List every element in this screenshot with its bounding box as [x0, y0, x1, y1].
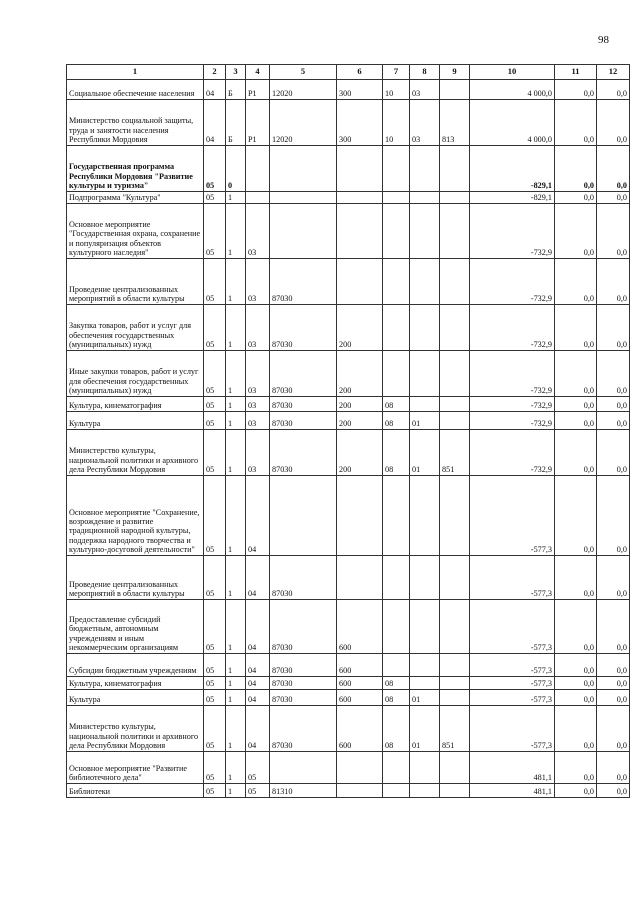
table-cell: 0,0	[597, 204, 630, 259]
table-cell	[337, 259, 383, 305]
page-number: 98	[598, 34, 609, 46]
table-cell: 87030	[270, 430, 337, 476]
table-cell: 600	[337, 690, 383, 706]
table-cell: 0,0	[597, 351, 630, 397]
table-cell	[246, 192, 270, 204]
row-description: Основное мероприятие "Государственная охрана, сохранение и популяризация объектов культурного наследия"	[67, 204, 204, 259]
table-cell: 03	[410, 100, 440, 146]
table-cell: 08	[383, 412, 410, 430]
table-cell: 1	[226, 397, 246, 412]
table-cell	[383, 192, 410, 204]
table-cell: 05	[204, 259, 226, 305]
table-cell	[410, 752, 440, 784]
table-cell: 1	[226, 476, 246, 556]
table-cell: 05	[204, 677, 226, 690]
table-cell	[410, 476, 440, 556]
table-cell	[410, 784, 440, 798]
table-cell: 0,0	[555, 192, 597, 204]
row-description: Культура	[67, 690, 204, 706]
table-cell: 300	[337, 100, 383, 146]
table-cell: 08	[383, 397, 410, 412]
table-cell: 04	[246, 690, 270, 706]
table-cell: 0,0	[597, 654, 630, 677]
table-cell: P1	[246, 100, 270, 146]
table-cell	[440, 305, 470, 351]
table-cell	[337, 752, 383, 784]
table-row	[67, 654, 630, 677]
table-cell	[410, 192, 440, 204]
table-row	[67, 204, 630, 259]
table-cell: 08	[383, 690, 410, 706]
table-cell: 600	[337, 677, 383, 690]
table-row	[67, 351, 630, 397]
table-cell: 0,0	[555, 351, 597, 397]
table-cell: 04	[246, 476, 270, 556]
table-cell: 12020	[270, 80, 337, 100]
column-header-11: 11	[555, 65, 597, 80]
table-cell: 600	[337, 600, 383, 654]
row-description: Предоставление субсидий бюджетным, автономным учреждениям и иным некоммерческим организациям	[67, 600, 204, 654]
table-cell: 0,0	[555, 654, 597, 677]
table-cell: -732,9	[470, 305, 555, 351]
table-cell: 01	[410, 690, 440, 706]
table-cell	[440, 600, 470, 654]
table-row	[67, 784, 630, 798]
table-cell: -829,1	[470, 192, 555, 204]
table-cell: 0,0	[597, 305, 630, 351]
table-cell: 01	[410, 706, 440, 752]
table-cell: 4 000,0	[470, 80, 555, 100]
table-cell: P1	[246, 80, 270, 100]
table-cell: 05	[204, 784, 226, 798]
table-cell: 87030	[270, 556, 337, 600]
table-cell: 03	[246, 351, 270, 397]
table-cell: 0,0	[555, 397, 597, 412]
table-cell: 03	[246, 412, 270, 430]
table-cell: 81310	[270, 784, 337, 798]
table-cell: 87030	[270, 412, 337, 430]
table-cell	[440, 204, 470, 259]
table-cell: 0,0	[555, 556, 597, 600]
table-cell	[440, 654, 470, 677]
table-cell	[383, 654, 410, 677]
table-cell: 1	[226, 556, 246, 600]
table-cell: 0	[226, 146, 246, 192]
table-cell: 481,1	[470, 784, 555, 798]
table-cell: 200	[337, 397, 383, 412]
table-row	[67, 752, 630, 784]
table-cell: 1	[226, 600, 246, 654]
row-description: Государственная программа Республики Мордовия "Развитие культуры и туризма"	[67, 146, 204, 192]
table-cell: 1	[226, 654, 246, 677]
table-cell: 200	[337, 305, 383, 351]
table-cell: 0,0	[597, 690, 630, 706]
table-row	[67, 397, 630, 412]
table-cell	[440, 476, 470, 556]
table-cell: 1	[226, 259, 246, 305]
table-cell: 05	[204, 690, 226, 706]
row-description: Субсидии бюджетным учреждениям	[67, 654, 204, 677]
table-cell	[383, 204, 410, 259]
table-cell: -577,3	[470, 706, 555, 752]
table-cell	[440, 690, 470, 706]
table-cell	[383, 351, 410, 397]
table-cell	[440, 351, 470, 397]
row-description: Проведение централизованных мероприятий в области культуры	[67, 556, 204, 600]
table-cell: 4 000,0	[470, 100, 555, 146]
table-cell: 87030	[270, 351, 337, 397]
row-description: Министерство культуры, национальной политики и архивного дела Республики Мордовия	[67, 430, 204, 476]
table-cell	[410, 397, 440, 412]
table-cell: 04	[204, 100, 226, 146]
table-cell	[410, 600, 440, 654]
table-cell: 03	[246, 305, 270, 351]
table-row	[67, 412, 630, 430]
table-cell: 0,0	[555, 204, 597, 259]
table-cell: 04	[246, 600, 270, 654]
table-cell: 0,0	[597, 784, 630, 798]
table-cell	[440, 556, 470, 600]
table-cell: 04	[204, 80, 226, 100]
table-cell: 87030	[270, 259, 337, 305]
table-cell: -577,3	[470, 677, 555, 690]
table-cell: 87030	[270, 397, 337, 412]
row-description: Культура	[67, 412, 204, 430]
table-cell	[270, 204, 337, 259]
column-header-8: 8	[410, 65, 440, 80]
table-cell: 08	[383, 706, 410, 752]
table-cell: -732,9	[470, 397, 555, 412]
table-cell: -732,9	[470, 412, 555, 430]
table-cell: 87030	[270, 600, 337, 654]
column-header-5: 5	[270, 65, 337, 80]
table-cell	[337, 146, 383, 192]
table-cell: 0,0	[597, 259, 630, 305]
column-header-4: 4	[246, 65, 270, 80]
table-row	[67, 430, 630, 476]
table-cell: 05	[204, 305, 226, 351]
table-cell: 05	[204, 430, 226, 476]
table-cell	[383, 752, 410, 784]
table-cell: 87030	[270, 677, 337, 690]
table-cell	[440, 412, 470, 430]
table-cell: 600	[337, 706, 383, 752]
table-cell: Б	[226, 80, 246, 100]
table-cell: 0,0	[555, 259, 597, 305]
table-cell	[410, 204, 440, 259]
table-cell	[410, 677, 440, 690]
table-cell	[440, 80, 470, 100]
table-cell: 05	[204, 600, 226, 654]
table-cell: 08	[383, 677, 410, 690]
table-cell: 0,0	[597, 476, 630, 556]
table-cell	[270, 192, 337, 204]
column-header-1: 1	[67, 65, 204, 80]
column-header-2: 2	[204, 65, 226, 80]
table-cell	[410, 146, 440, 192]
table-cell: 1	[226, 192, 246, 204]
column-header-9: 9	[440, 65, 470, 80]
table-cell	[440, 192, 470, 204]
table-cell: -732,9	[470, 351, 555, 397]
table-cell: 05	[204, 476, 226, 556]
table-cell: 03	[246, 204, 270, 259]
table-cell: 0,0	[555, 430, 597, 476]
table-cell: 1	[226, 677, 246, 690]
table-cell: 03	[246, 430, 270, 476]
table-cell: 0,0	[597, 192, 630, 204]
table-cell: 1	[226, 204, 246, 259]
table-cell: 1	[226, 305, 246, 351]
table-cell	[410, 654, 440, 677]
table-cell	[383, 305, 410, 351]
row-description: Закупка товаров, работ и услуг для обеспечения государственных (муниципальных) нужд	[67, 305, 204, 351]
table-cell: 1	[226, 706, 246, 752]
table-row	[67, 100, 630, 146]
table-cell: 300	[337, 80, 383, 100]
table-cell: 0,0	[555, 412, 597, 430]
table-cell	[410, 351, 440, 397]
table-cell: 05	[204, 146, 226, 192]
table-cell	[337, 204, 383, 259]
table-cell: 200	[337, 412, 383, 430]
table-cell: 87030	[270, 706, 337, 752]
table-cell: 0,0	[597, 100, 630, 146]
table-cell: 03	[246, 259, 270, 305]
table-cell: 0,0	[555, 146, 597, 192]
table-cell: Б	[226, 100, 246, 146]
table-cell: 0,0	[597, 556, 630, 600]
table-cell: 0,0	[597, 146, 630, 192]
row-description: Проведение централизованных мероприятий в области культуры	[67, 259, 204, 305]
table-cell	[383, 146, 410, 192]
table-cell: -732,9	[470, 430, 555, 476]
table-row	[67, 677, 630, 690]
table-row	[67, 146, 630, 192]
column-header-12: 12	[597, 65, 630, 80]
table-cell: 04	[246, 677, 270, 690]
row-description: Культура, кинематография	[67, 397, 204, 412]
table-cell: 1	[226, 752, 246, 784]
table-cell: 05	[204, 556, 226, 600]
row-description: Министерство социальной защиты, труда и занятости населения Республики Мордовия	[67, 100, 204, 146]
table-cell: 1	[226, 690, 246, 706]
table-cell: -829,1	[470, 146, 555, 192]
table-cell: 0,0	[555, 677, 597, 690]
table-cell: -577,3	[470, 654, 555, 677]
table-cell: 813	[440, 100, 470, 146]
table-cell	[440, 146, 470, 192]
table-cell: 12020	[270, 100, 337, 146]
table-row	[67, 600, 630, 654]
table-cell: 10	[383, 100, 410, 146]
table-cell: 1	[226, 430, 246, 476]
table-cell	[337, 784, 383, 798]
table-cell: 481,1	[470, 752, 555, 784]
column-header-7: 7	[383, 65, 410, 80]
table-cell	[383, 556, 410, 600]
table-cell: 0,0	[555, 752, 597, 784]
row-description: Подпрограмма "Культура"	[67, 192, 204, 204]
table-cell: 05	[204, 412, 226, 430]
table-cell: 0,0	[597, 752, 630, 784]
table-cell: 05	[246, 784, 270, 798]
table-cell: 01	[410, 412, 440, 430]
table-cell: 03	[246, 397, 270, 412]
table-row	[67, 305, 630, 351]
table-cell: 05	[204, 351, 226, 397]
table-cell: 600	[337, 654, 383, 677]
table-cell: 1	[226, 784, 246, 798]
row-description: Иные закупки товаров, работ и услуг для обеспечения государственных (муниципальных) нужд	[67, 351, 204, 397]
table-cell: 0,0	[597, 80, 630, 100]
row-description: Библиотеки	[67, 784, 204, 798]
table-cell: 04	[246, 654, 270, 677]
table-cell	[337, 476, 383, 556]
table-cell: 04	[246, 706, 270, 752]
table-row	[67, 556, 630, 600]
table-cell: 0,0	[597, 397, 630, 412]
table-cell	[440, 259, 470, 305]
table-cell: 851	[440, 706, 470, 752]
budget-table	[66, 64, 630, 798]
table-cell: 0,0	[555, 80, 597, 100]
table-cell	[440, 752, 470, 784]
row-description: Министерство культуры, национальной политики и архивного дела Республики Мордовия	[67, 706, 204, 752]
column-header-6: 6	[337, 65, 383, 80]
table-cell: 0,0	[597, 600, 630, 654]
table-cell: 08	[383, 430, 410, 476]
table-cell	[246, 146, 270, 192]
table-cell	[383, 259, 410, 305]
table-cell: 05	[204, 397, 226, 412]
table-cell	[270, 476, 337, 556]
table-cell: 200	[337, 351, 383, 397]
table-cell	[440, 677, 470, 690]
table-cell: 05	[204, 204, 226, 259]
table-cell: 0,0	[555, 784, 597, 798]
table-cell: 0,0	[555, 600, 597, 654]
table-cell: 87030	[270, 305, 337, 351]
table-row	[67, 80, 630, 100]
table-cell	[410, 305, 440, 351]
table-cell: -577,3	[470, 476, 555, 556]
table-cell: 0,0	[555, 690, 597, 706]
table-cell	[410, 556, 440, 600]
table-row	[67, 476, 630, 556]
table-header-row	[67, 65, 630, 80]
table-cell: 01	[410, 430, 440, 476]
table-cell	[383, 476, 410, 556]
table-cell: 200	[337, 430, 383, 476]
table-cell: 04	[246, 556, 270, 600]
row-description: Основное мероприятие "Развитие библиотечного дела"	[67, 752, 204, 784]
table-row	[67, 192, 630, 204]
table-row	[67, 690, 630, 706]
table-cell: 05	[204, 192, 226, 204]
table-cell: -577,3	[470, 600, 555, 654]
row-description: Основное мероприятие "Сохранение, возрождение и развитие традиционной народной культуры, поддержка народного творчества и культурно-досуговой деятельности"	[67, 476, 204, 556]
table-cell: 1	[226, 351, 246, 397]
table-cell: 05	[246, 752, 270, 784]
table-cell: 1	[226, 412, 246, 430]
table-cell	[337, 556, 383, 600]
table-cell	[270, 146, 337, 192]
table-cell: 851	[440, 430, 470, 476]
table-cell: 0,0	[555, 706, 597, 752]
table-cell: 0,0	[597, 677, 630, 690]
table-cell: 87030	[270, 690, 337, 706]
table-cell: 05	[204, 654, 226, 677]
table-cell	[440, 397, 470, 412]
column-header-3: 3	[226, 65, 246, 80]
table-cell: 10	[383, 80, 410, 100]
row-description: Культура, кинематография	[67, 677, 204, 690]
table-row	[67, 259, 630, 305]
table-cell: 87030	[270, 654, 337, 677]
table-cell: 0,0	[555, 100, 597, 146]
table-row	[67, 706, 630, 752]
table-cell: 05	[204, 752, 226, 784]
table-cell: -577,3	[470, 690, 555, 706]
table-cell: 0,0	[597, 430, 630, 476]
table-cell	[383, 784, 410, 798]
table-cell: 0,0	[597, 412, 630, 430]
table-cell: -732,9	[470, 259, 555, 305]
table-cell	[383, 600, 410, 654]
table-cell: 0,0	[597, 706, 630, 752]
row-description: Социальное обеспечение населения	[67, 80, 204, 100]
table-cell: 05	[204, 706, 226, 752]
table-cell	[337, 192, 383, 204]
table-cell: 03	[410, 80, 440, 100]
table-cell: -577,3	[470, 556, 555, 600]
table-cell	[440, 784, 470, 798]
table-cell	[270, 752, 337, 784]
table-cell: 0,0	[555, 305, 597, 351]
table-cell	[410, 259, 440, 305]
table-cell: -732,9	[470, 204, 555, 259]
table-cell: 0,0	[555, 476, 597, 556]
column-header-10: 10	[470, 65, 555, 80]
